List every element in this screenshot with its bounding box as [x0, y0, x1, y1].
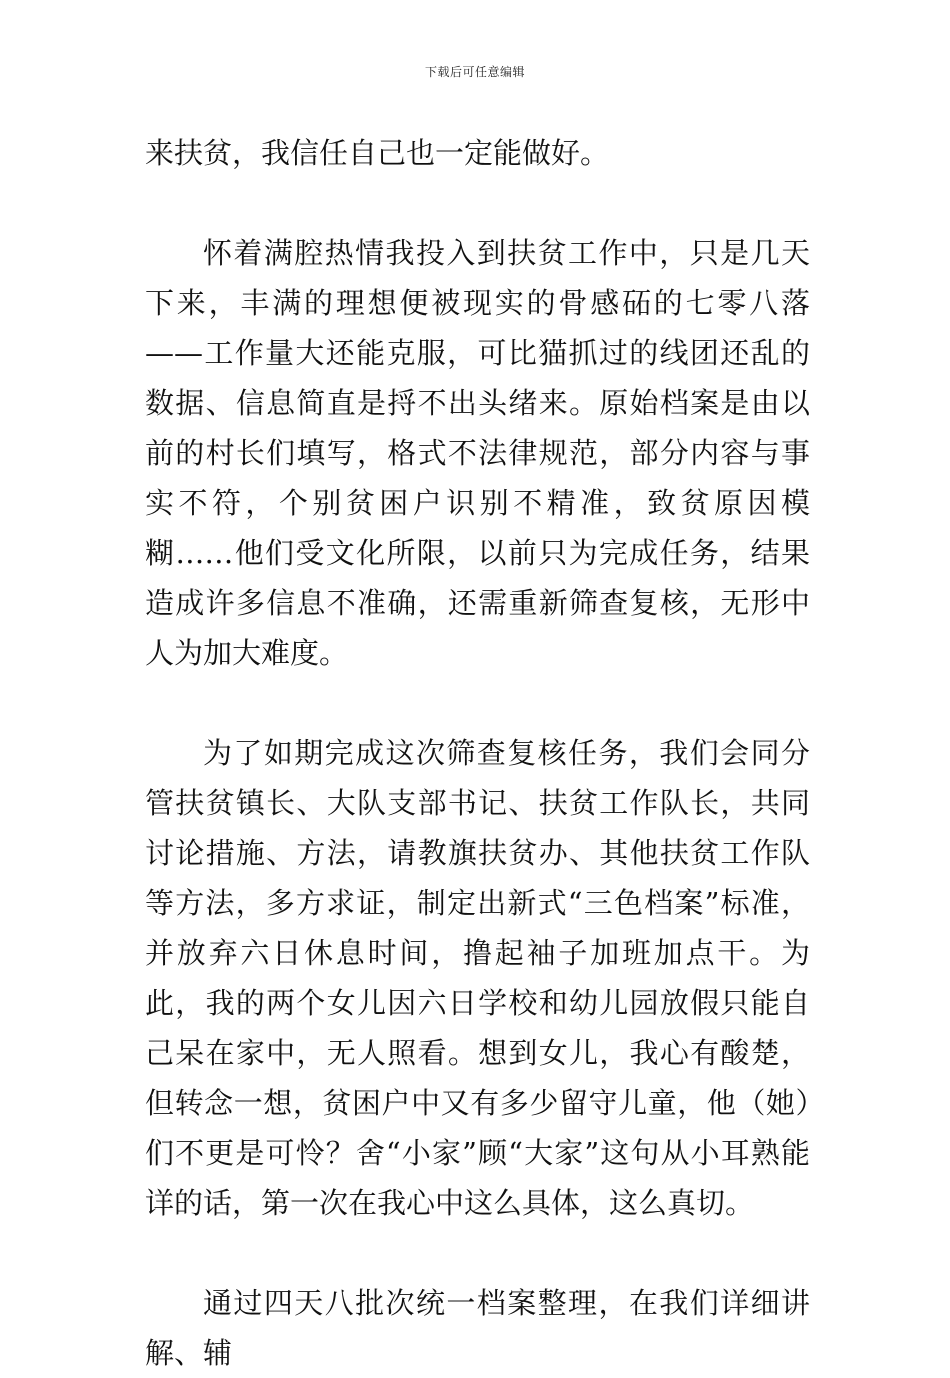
paragraph: 为了如期完成这次筛查复核任务，我们会同分管扶贫镇长、大队支部书记、扶贫工作队长，共同讨论措施、方法，请教旗扶贫办、其他扶贫工作队等方法，多方求证，制定出新式“三色档案”标准，并放弃六日休息时间，撸起袖子加班加点干。为此，我的两个女儿因六日学校和幼儿园放假只能自己呆在家中，无人照看。想到女儿，我心有酸楚，但转念一想，贫困户中又有多少留守儿童，他（她）们不更是可怜？舍“小家”顾“大家”这句从小耳熟能详的话，第一次在我心中这么具体，这么真切。 — [145, 736, 810, 1220]
document-body — [145, 128, 810, 1378]
paragraph: 通过四天八批次统一档案整理，在我们详细讲解、辅 — [145, 1286, 810, 1370]
paragraph: 怀着满腔热情我投入到扶贫工作中，只是几天下来，丰满的理想便被现实的骨感砳的七零八落——工作量大还能克服，可比猫抓过的线团还乱的数据、信息简直是捋不出头绪来。原始档案是由以前的村长们填写，格式不法律规范，部分内容与事实不符，个别贫困户识别不精准，致贫原因模糊……他们受文化所限，以前只为完成任务，结果造成许多信息不准确，还需重新筛查复核，无形中人为加大难度。 — [145, 236, 810, 670]
page-header: 下载后可任意编辑 — [424, 65, 525, 79]
paragraph-continuation: 来扶贫，我信任自己也一定能做好。 — [145, 136, 610, 170]
